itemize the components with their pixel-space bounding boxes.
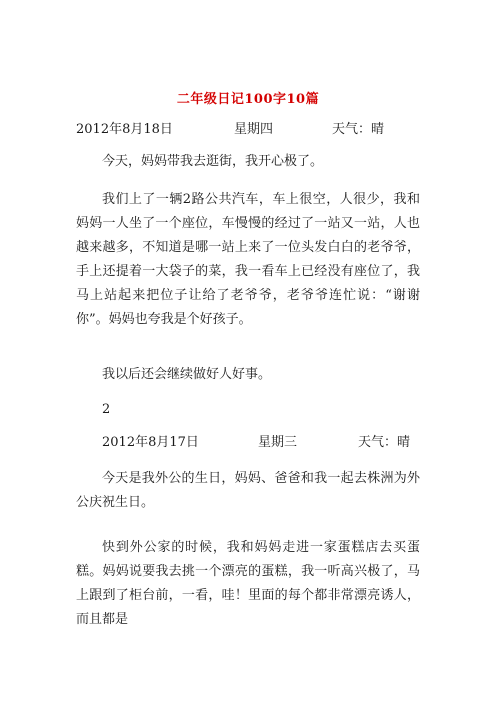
entry-2-paragraph-2: 快到外公家的时候，我和妈妈走进一家蛋糕店去买蛋糕。妈妈说要我去挑一个漂亮的蛋糕，我一听高兴极了，马上跟到了柜台前，一看，哇！里面的每个都非常漂亮诱人，而且都是 bbox=[76, 540, 420, 627]
entry-1-date: 2012年8月18日 bbox=[76, 122, 173, 137]
document-title: 二年级日记100字10篇 bbox=[176, 92, 320, 107]
entry-2-date: 2012年8月17日 bbox=[102, 435, 199, 450]
entry-2-number: 2 bbox=[102, 402, 111, 417]
entry-1-weather: 天气：晴 bbox=[332, 122, 385, 137]
entry-2-weekday: 星期三 bbox=[258, 435, 298, 450]
entry-1-paragraph-2: 我们上了一辆2路公共汽车，车上很空，人很少，我和妈妈一人坐了一个座位，车慢慢的经过了一站又一站，人也越来越多，不知道是哪一站上来了一位头发白白的老爷爷，手上还提着一大袋子的菜，我一看车上已经没有座位了，我马上站起来把位子让给了老爷爷，老爷爷连忙说：“谢谢你”。妈妈也夸我是个好孩子。 bbox=[76, 192, 420, 327]
entry-2-header bbox=[102, 434, 420, 452]
entry-1-paragraph-1: 今天，妈妈带我去逛街，我开心极了。 bbox=[102, 154, 324, 169]
entry-2-paragraph-1: 今天是我外公的生日，妈妈、爸爸和我一起去株洲为外公庆祝生日。 bbox=[76, 471, 420, 510]
entry-1-weekday: 星期四 bbox=[234, 122, 274, 137]
entry-1-header bbox=[76, 121, 420, 139]
entry-1-paragraph-3: 我以后还会继续做好人好事。 bbox=[102, 367, 272, 382]
entry-2-weather: 天气：晴 bbox=[358, 435, 411, 450]
